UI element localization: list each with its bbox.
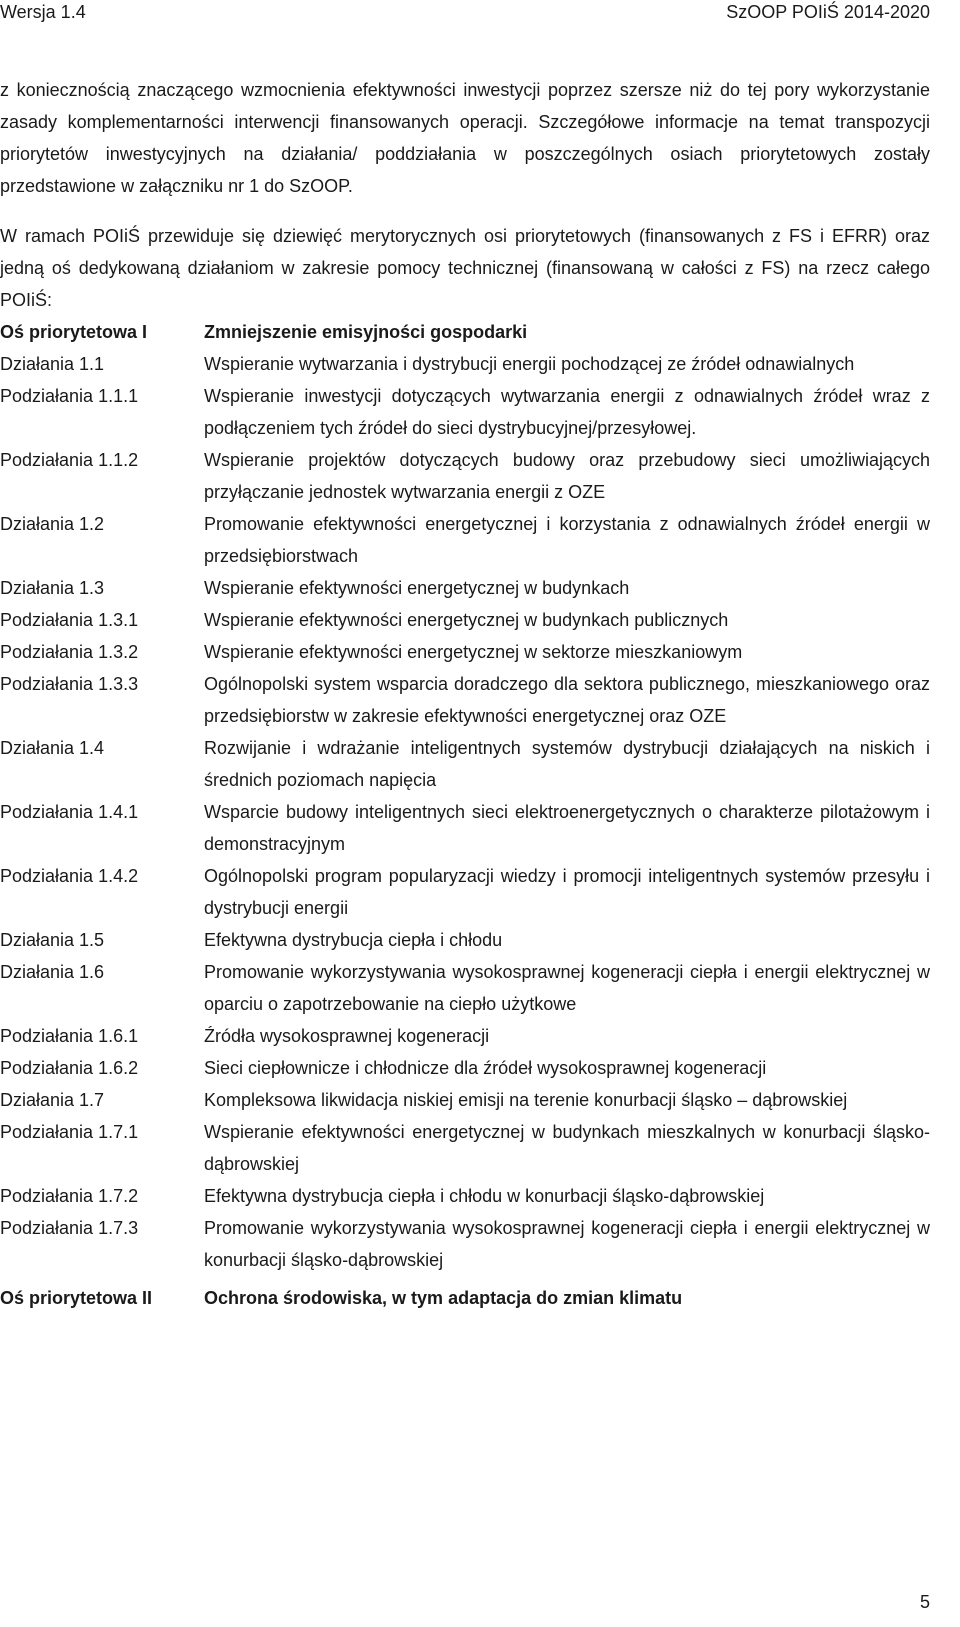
version-label: Wersja 1.4	[0, 2, 86, 22]
priority-axes-list	[0, 316, 930, 1314]
item-label: Podziałania 1.4.2	[0, 866, 139, 886]
item-text: Promowanie efektywności energetycznej i korzystania z odnawialnych źródeł energii w przedsiębiorstwach	[204, 514, 930, 566]
list-item	[0, 1052, 930, 1084]
list-item	[0, 604, 930, 636]
item-label: Podziałania 1.4.1	[0, 802, 139, 822]
list-item	[0, 1212, 930, 1276]
list-item	[0, 572, 930, 604]
item-text: Rozwijanie i wdrażanie inteligentnych systemów dystrybucji działających na niskich i średnich poziomach napięcia	[204, 738, 930, 790]
item-text: Kompleksowa likwidacja niskiej emisji na terenie konurbacji śląsko – dąbrowskiej	[204, 1090, 848, 1110]
list-item	[0, 668, 930, 732]
list-item	[0, 380, 930, 444]
item-label: Podziałania 1.3.1	[0, 610, 139, 630]
document-title: SzOOP POIiŚ 2014-2020	[726, 2, 930, 22]
item-label: Podziałania 1.7.3	[0, 1218, 139, 1238]
item-label: Działania 1.5	[0, 930, 105, 950]
item-label: Podziałania 1.6.1	[0, 1026, 139, 1046]
list-item	[0, 444, 930, 508]
item-text: Ochrona środowiska, w tym adaptacja do zmian klimatu	[204, 1288, 683, 1308]
list-item	[0, 860, 930, 924]
item-text: Ogólnopolski system wsparcia doradczego dla sektora publicznego, mieszkaniowego oraz przedsiębiorstw w zakresie efektywności energetycznej oraz OZE	[204, 674, 930, 726]
intro-paragraph: z koniecznością znaczącego wzmocnienia efektywności inwestycji poprzez szersze niż do tej pory wykorzystanie zasady komplementarności interwencji finansowanych operacji. Szczegółowe informacje na temat transpozycji priorytetów inwestycyjnych na działania/ poddziałania w poszczególnych osiach priorytetowych zostały przedstawione w załączniku nr 1 do SzOOP.	[0, 80, 930, 196]
item-label: Podziałania 1.1.2	[0, 450, 139, 470]
item-text: Wspieranie efektywności energetycznej w budynkach mieszkalnych w konurbacji śląsko-dąbrowskiej	[204, 1122, 930, 1174]
list-item	[0, 1180, 930, 1212]
list-item	[0, 1020, 930, 1052]
item-label: Działania 1.4	[0, 738, 105, 758]
list-item	[0, 508, 930, 572]
item-label: Podziałania 1.3.3	[0, 674, 139, 694]
item-text: Wsparcie budowy inteligentnych sieci elektroenergetycznych o charakterze pilotażowym i demonstracyjnym	[204, 802, 930, 854]
item-text: Wspieranie efektywności energetycznej w budynkach publicznych	[204, 610, 729, 630]
item-label: Działania 1.1	[0, 354, 105, 374]
list-item	[0, 796, 930, 860]
item-label: Oś priorytetowa II	[0, 1288, 153, 1308]
list-item	[0, 636, 930, 668]
item-text: Wspieranie wytwarzania i dystrybucji energii pochodzącej ze źródeł odnawialnych	[204, 354, 855, 374]
item-label: Działania 1.2	[0, 514, 105, 534]
list-item-axis-2	[0, 1282, 930, 1314]
item-text: Efektywna dystrybucja ciepła i chłodu	[204, 930, 503, 950]
item-label: Podziałania 1.7.2	[0, 1186, 139, 1206]
list-item-axis-1	[0, 316, 930, 348]
item-text: Promowanie wykorzystywania wysokosprawnej kogeneracji ciepła i energii elektrycznej w konurbacji śląsko-dąbrowskiej	[204, 1218, 930, 1270]
item-label: Działania 1.6	[0, 962, 105, 982]
item-text: Efektywna dystrybucja ciepła i chłodu w konurbacji śląsko-dąbrowskiej	[204, 1186, 765, 1206]
page-header	[0, 0, 960, 30]
list-item	[0, 924, 930, 956]
item-text: Źródła wysokosprawnej kogeneracji	[204, 1026, 490, 1046]
item-label: Działania 1.7	[0, 1090, 105, 1110]
item-text: Ogólnopolski program popularyzacji wiedzy i promocji inteligentnych systemów przesyłu i dystrybucji energii	[204, 866, 930, 918]
intro-paragraph: W ramach POIiŚ przewiduje się dziewięć merytorycznych osi priorytetowych (finansowanych z FS i EFRR) oraz jedną oś dedykowaną działaniom w zakresie pomocy technicznej (finansowaną w całości z FS) na rzecz całego POIiŚ:	[0, 226, 930, 310]
item-label: Podziałania 1.7.1	[0, 1122, 139, 1142]
document-body	[0, 74, 930, 1314]
item-text: Wspieranie inwestycji dotyczących wytwarzania energii z odnawialnych źródeł wraz z podłączeniem tych źródeł do sieci dystrybucyjnej/przesyłowej.	[204, 386, 930, 438]
item-text: Wspieranie projektów dotyczących budowy oraz przebudowy sieci umożliwiających przyłączanie jednostek wytwarzania energii z OZE	[204, 450, 930, 502]
list-item	[0, 348, 930, 380]
list-item	[0, 732, 930, 796]
item-label: Podziałania 1.3.2	[0, 642, 139, 662]
list-item	[0, 956, 930, 1020]
item-label: Działania 1.3	[0, 578, 105, 598]
item-text: Zmniejszenie emisyjności gospodarki	[204, 322, 528, 342]
list-item	[0, 1084, 930, 1116]
item-text: Wspieranie efektywności energetycznej w budynkach	[204, 578, 630, 598]
list-item	[0, 1116, 930, 1180]
item-label: Oś priorytetowa I	[0, 322, 148, 342]
item-label: Podziałania 1.1.1	[0, 386, 139, 406]
item-text: Promowanie wykorzystywania wysokosprawnej kogeneracji ciepła i energii elektrycznej w oparciu o zapotrzebowanie na ciepło użytkowe	[204, 962, 930, 1014]
item-text: Wspieranie efektywności energetycznej w sektorze mieszkaniowym	[204, 642, 743, 662]
item-text: Sieci ciepłownicze i chłodnicze dla źródeł wysokosprawnej kogeneracji	[204, 1058, 767, 1078]
page-number: 5	[919, 1592, 930, 1612]
item-label: Podziałania 1.6.2	[0, 1058, 139, 1078]
